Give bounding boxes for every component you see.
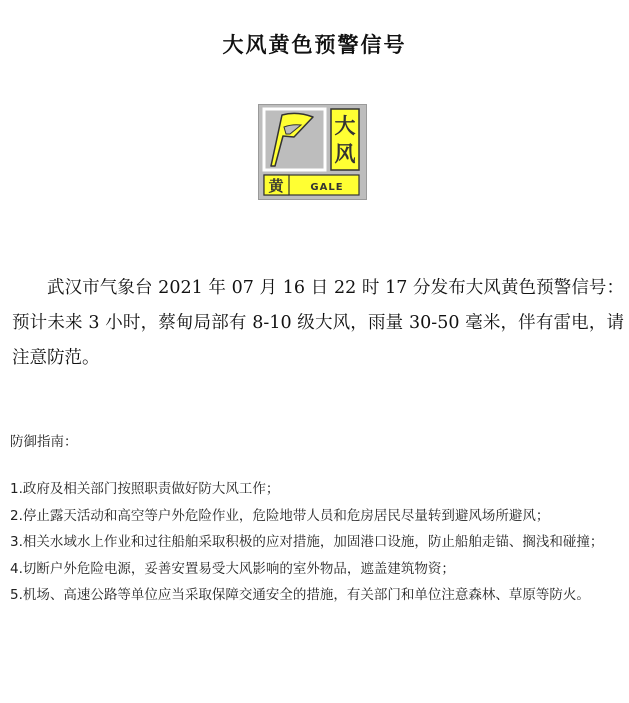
guide-item: 1.政府及相关部门按照职责做好防大风工作； xyxy=(10,481,280,497)
signal-char-1: 大 xyxy=(334,114,356,138)
signal-english-label: GALE xyxy=(310,182,344,193)
defense-guide xyxy=(10,431,622,610)
page-title: 大风黄色预警信号 xyxy=(222,32,407,58)
guide-item: 2.停止露天活动和高空等户外危险作业，危险地带人员和危房居民尽量转到避风场所避风； xyxy=(10,507,550,524)
guide-item: 4.切断户外危险电源，妥善安置易受大风影响的室外物品，遮盖建筑物资； xyxy=(10,560,455,577)
guide-list xyxy=(10,477,622,608)
guide-item: 3.相关水域水上作业和过往船舶采取积极的应对措施，加固港口设施，防止船舶走锚、搁浅和碰撞； xyxy=(10,534,604,550)
guide-item: 5.机场、高速公路等单位应当采取保障交通安全的措施，有关部门和单位注意森林、草原等防火。 xyxy=(10,587,590,603)
gale-yellow-warning-icon xyxy=(258,104,367,200)
signal-level-char: 黄 xyxy=(268,177,284,195)
warning-announcement: 武汉市气象台 2021 年 07 月 16 日 22 时 17 分发布大风黄色预警信号：预计未来 3 小时，蔡甸局部有 8-10 级大风，雨量 30-50 毫米，伴有雷电，请注意防范。 xyxy=(12,277,624,368)
signal-char-2: 风 xyxy=(334,142,356,166)
guide-heading: 防御指南： xyxy=(10,434,78,450)
